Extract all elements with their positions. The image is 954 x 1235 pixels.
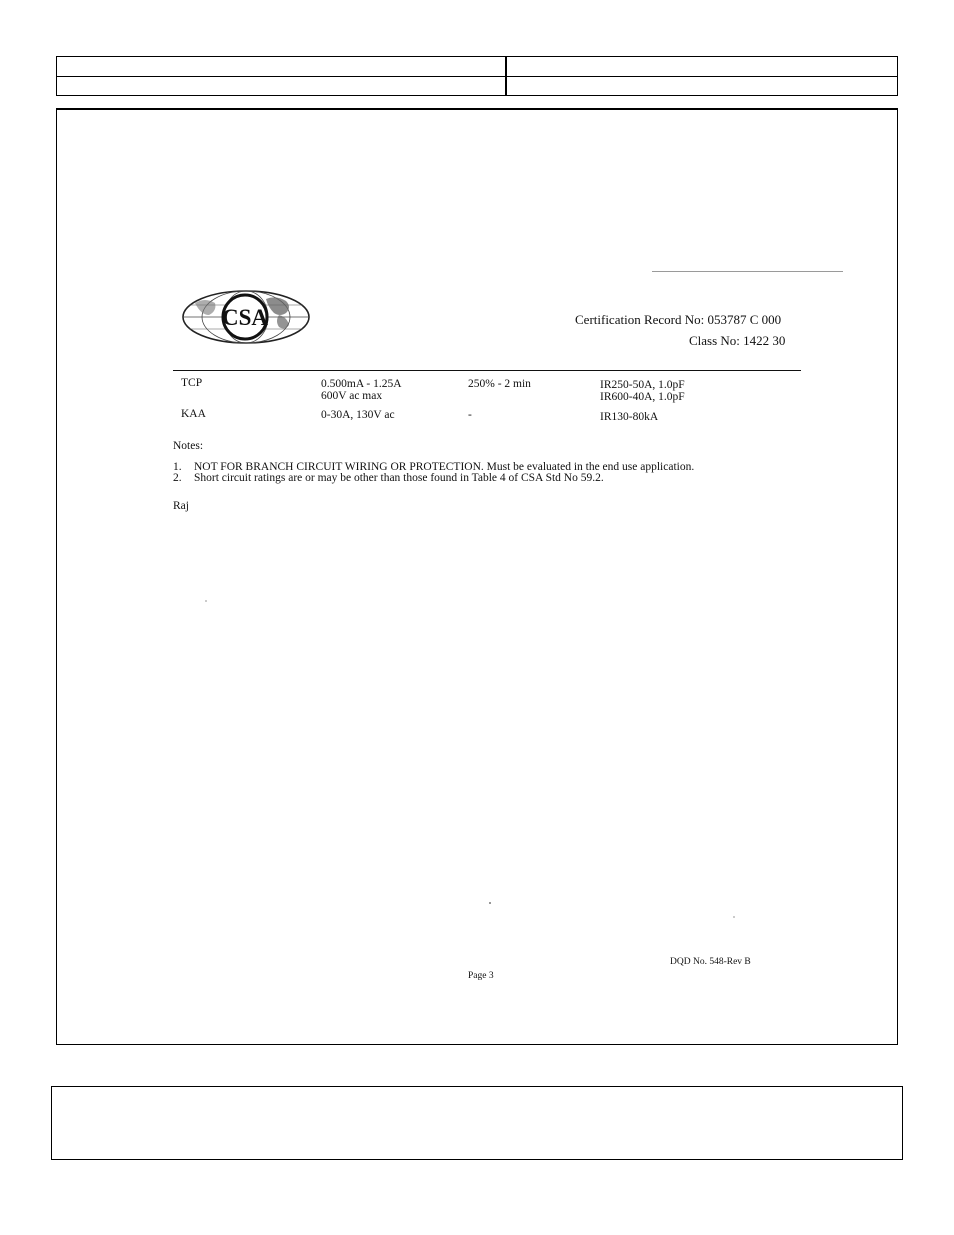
scan-speck (733, 916, 735, 918)
page-number: Page 3 (468, 971, 494, 981)
current-rating-cell: 0-30A, 130V ac (321, 409, 395, 421)
voltage-rating-cell: 600V ac max (321, 390, 383, 402)
class-number: Class No: 1422 30 (689, 333, 786, 348)
model-cell: KAA (181, 408, 206, 420)
note-number: 2. (173, 472, 182, 484)
scan-speck (205, 600, 207, 602)
short-circuit-cell: IR600-40A, 1.0pF (600, 391, 685, 403)
notes-heading: Notes: (173, 440, 204, 452)
certification-record-number: Certification Record No: 053787 C 000 (575, 312, 782, 327)
csa-logo-icon (181, 289, 311, 345)
header-table (56, 56, 898, 96)
author-initials: Raj (173, 500, 189, 512)
svg-text:CSA: CSA (221, 305, 269, 330)
bottom-box (51, 1086, 903, 1160)
form-number: DQD No. 548-Rev B (670, 957, 751, 967)
overload-cell: - (468, 409, 472, 421)
note-text: NOT FOR BRANCH CIRCUIT WIRING OR PROTECTION. Must be evaluated in the end use application. (194, 461, 695, 473)
header-column-divider (505, 57, 507, 95)
scanned-page-frame (56, 108, 898, 1045)
header-rule (173, 370, 801, 371)
overload-cell: 250% - 2 min (468, 378, 531, 390)
current-rating-cell: 0.500mA - 1.25A (321, 378, 402, 390)
note-text: Short circuit ratings are or may be other than those found in Table 4 of CSA Std No 59.2. (194, 472, 604, 484)
short-circuit-cell: IR130-80kA (600, 411, 659, 423)
header-row-divider (57, 76, 897, 77)
scan-artifact-line (652, 271, 843, 272)
short-circuit-cell: IR250-50A, 1.0pF (600, 379, 685, 391)
note-number: 1. (173, 461, 182, 473)
model-cell: TCP (181, 377, 203, 389)
note-item (173, 472, 604, 484)
scan-speck (489, 902, 491, 904)
